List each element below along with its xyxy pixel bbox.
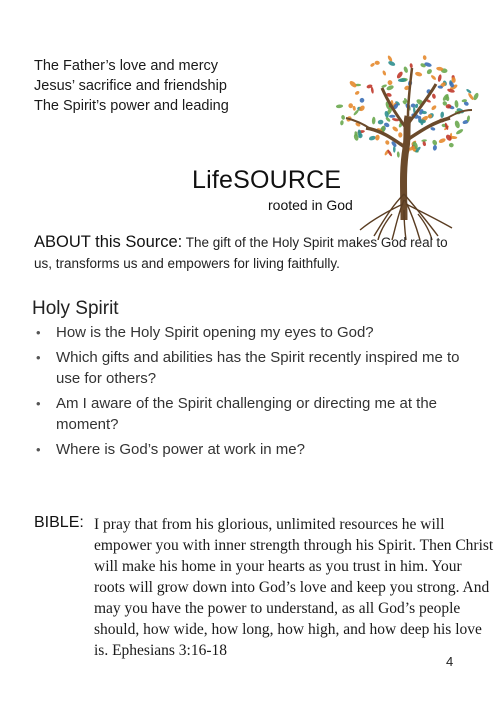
leaf-icon: [455, 128, 464, 135]
leaf-icon: [386, 84, 395, 91]
question-list: [34, 322, 464, 464]
leaf-icon: [397, 151, 400, 157]
leaf-icon: [377, 119, 383, 124]
leaf-icon: [409, 63, 413, 68]
leaf-icon: [411, 103, 416, 107]
bullet-icon: •: [36, 442, 41, 457]
leaf-icon: [336, 104, 344, 108]
bullet-icon: •: [36, 325, 41, 340]
leaf-icon: [431, 104, 438, 111]
leaf-icon: [454, 120, 461, 129]
leaf-icon: [381, 84, 387, 89]
leaf-icon: [375, 134, 381, 141]
leaf-icon: [372, 117, 376, 125]
leaf-icon: [348, 103, 353, 108]
question-text: Am I aware of the Spirit challenging or directing me at the moment?: [56, 395, 438, 433]
leaf-icon: [454, 100, 459, 108]
leaf-icon: [431, 93, 436, 99]
intro-line: The Father’s love and mercy: [34, 58, 219, 74]
bullet-icon: •: [36, 350, 41, 365]
leaf-icon: [387, 80, 393, 86]
section-title: Holy Spirit: [32, 298, 119, 319]
leaf-icon: [430, 74, 437, 80]
leaf-icon: [467, 92, 474, 100]
list-item: [34, 347, 464, 389]
page-number: 4: [446, 654, 454, 669]
brand-title: LifeSOURCE: [192, 166, 342, 194]
leaf-icon: [354, 90, 360, 95]
leaf-icon: [448, 142, 454, 147]
about-paragraph: [34, 232, 454, 274]
list-item: [34, 439, 464, 460]
leaf-icon: [437, 74, 442, 82]
leaf-icon: [430, 127, 436, 132]
leaf-icon: [438, 137, 446, 143]
list-item: [34, 322, 464, 343]
leaf-icon: [392, 126, 399, 133]
leaf-icon: [472, 92, 479, 101]
intro-line: Jesus’ sacrifice and friendship: [34, 78, 227, 94]
leaf-icon: [370, 62, 376, 67]
bible-label: BIBLE:: [34, 514, 84, 531]
about-heading: ABOUT this Source:: [34, 233, 183, 251]
intro-line: The Spirit’s power and leading: [34, 98, 229, 114]
bible-verse: I pray that from his glorious, unlimited resources he will empower you with inner strength through his Spirit. Then Christ will make his home in your hearts as you trust in him. Your roots will grow down into God’s love and keep you strong. And may you have the power to understand, as all God’s people should, how wide, how long, how high, and how deep his love is. Ephesians 3:16-18: [94, 516, 494, 659]
about-text: The gift of the Holy Spirit makes God real to us, transforms us and empowers for living faithfully.: [34, 235, 448, 271]
leaf-icon: [422, 141, 426, 146]
leaf-icon: [340, 120, 344, 126]
list-item: [34, 393, 464, 435]
leaf-icon: [359, 97, 365, 103]
intro-lines: [34, 56, 229, 116]
leaf-icon: [440, 111, 444, 118]
question-text: How is the Holy Spirit opening my eyes to God?: [56, 324, 374, 341]
leaf-icon: [385, 140, 390, 146]
leaf-icon: [382, 70, 387, 76]
leaf-icon: [341, 115, 346, 121]
leaf-icon: [433, 145, 438, 151]
bullet-icon: •: [36, 396, 41, 411]
question-text: Where is God’s power at work in me?: [56, 441, 305, 458]
leaf-icon: [415, 71, 423, 77]
leaf-icon: [389, 115, 395, 118]
brand-tagline: rooted in God: [268, 197, 353, 213]
leaf-icon: [403, 66, 409, 74]
leaf-icon: [368, 135, 376, 141]
leaf-icon: [422, 55, 426, 60]
leaf-icon: [374, 61, 379, 66]
question-text: Which gifts and abilities has the Spirit recently inspired me to use for others?: [56, 349, 460, 387]
leaf-icon: [426, 68, 433, 75]
leaf-icon: [398, 132, 402, 137]
